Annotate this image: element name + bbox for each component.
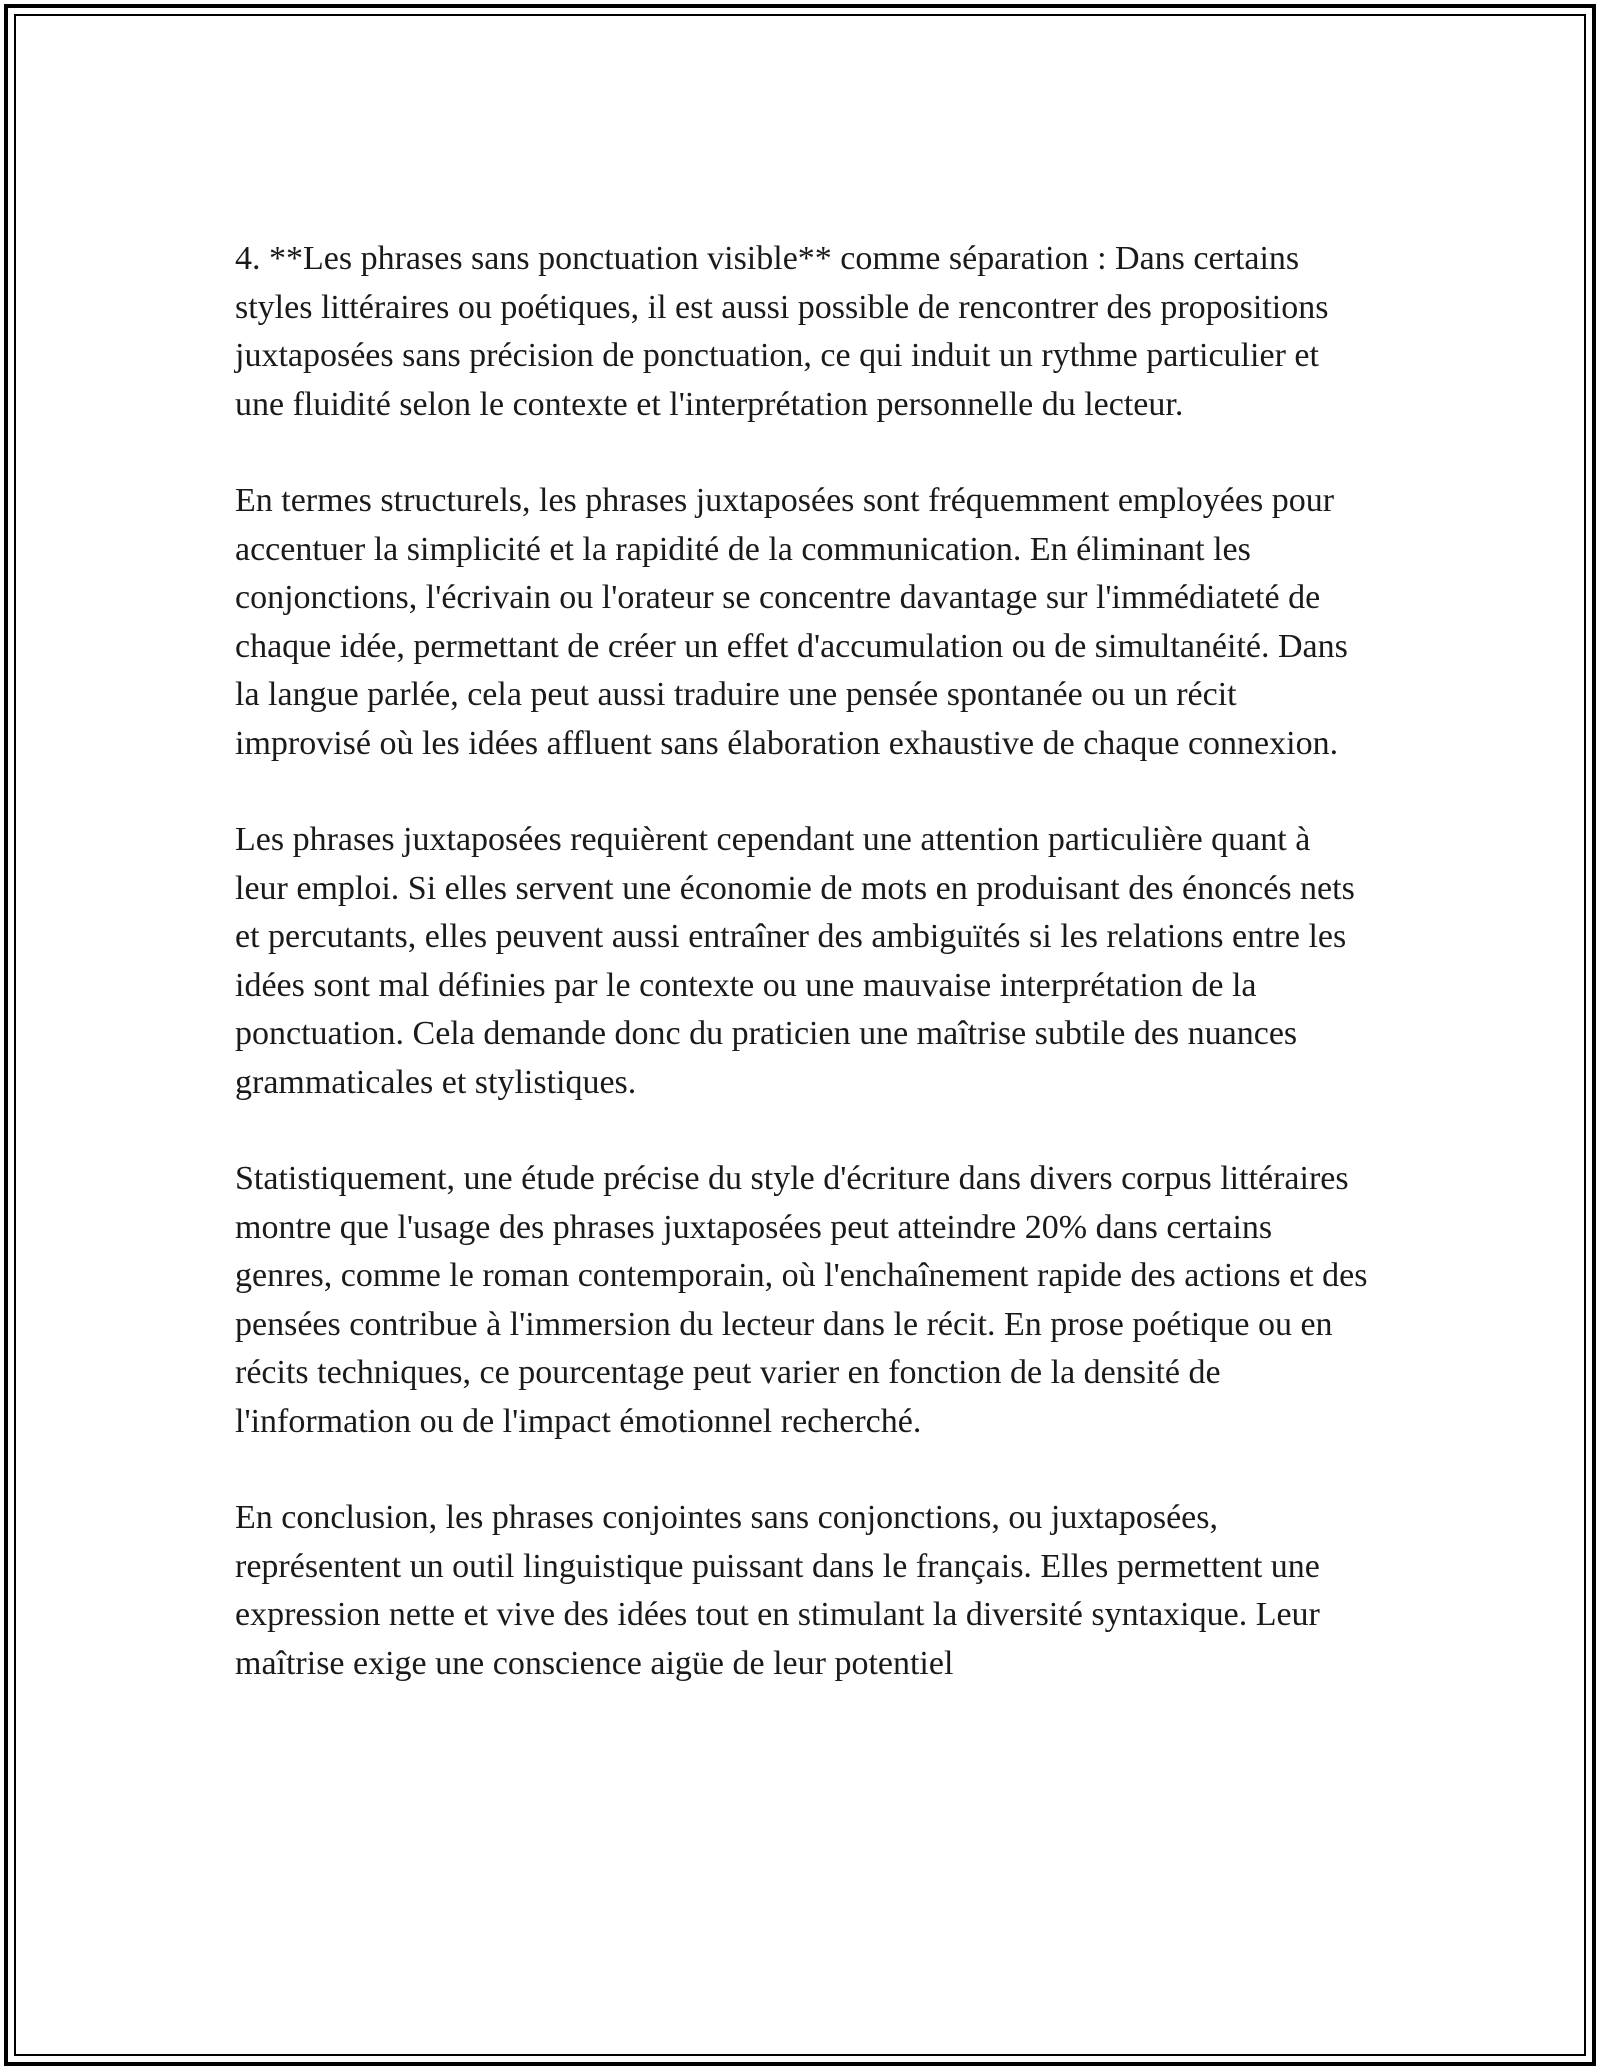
paragraph-structural-use: En termes structurels, les phrases juxtaposées sont fréquemment employées pour accentuer la simplicité et la rapidité de la communication. En éliminant les conjonctions, l'écrivain ou l'orateur se concentre davantage sur l'immédiateté de chaque idée, permettant de créer un effet d'accumulation ou de simultanéité. Dans la langue parlée, cela peut aussi traduire une pensée spontanée ou un récit improvisé où les idées affluent sans élaboration exhaustive de chaque connexion. bbox=[235, 482, 1348, 762]
paragraph-punctuation-free-sentences: 4. **Les phrases sans ponctuation visible** comme séparation : Dans certains styles littéraires ou poétiques, il est aussi possible de rencontrer des propositions juxtaposées sans précision de ponctuation, ce qui induit un rythme particulier et une fluidité selon le contexte et l'interprétation personnelle du lecteur. bbox=[235, 240, 1329, 423]
document-body bbox=[235, 235, 1370, 1736]
paragraph-statistics: Statistiquement, une étude précise du style d'écriture dans divers corpus littéraires montre que l'usage des phrases juxtaposées peut atteindre 20% dans certains genres, comme le roman contemporain, où l'enchaînement rapide des actions et des pensées contribue à l'immersion du lecteur dans le récit. En prose poétique ou en récits techniques, ce pourcentage peut varier en fonction de la densité de l'information ou de l'impact émotionnel recherché. bbox=[235, 1160, 1368, 1440]
paragraph-conclusion: En conclusion, les phrases conjointes sans conjonctions, ou juxtaposées, représentent un outil linguistique puissant dans le français. Elles permettent une expression nette et vive des idées tout en stimulant la diversité syntaxique. Leur maîtrise exige une conscience aigüe de leur potentiel bbox=[235, 1499, 1320, 1682]
paragraph-usage-caution: Les phrases juxtaposées requièrent cependant une attention particulière quant à leur emploi. Si elles servent une économie de mots en produisant des énoncés nets et percutants, elles peuvent aussi entraîner des ambiguïtés si les relations entre les idées sont mal définies par le contexte ou une mauvaise interprétation de la ponctuation. Cela demande donc du praticien une maîtrise subtile des nuances grammaticales et stylistiques. bbox=[235, 821, 1355, 1101]
